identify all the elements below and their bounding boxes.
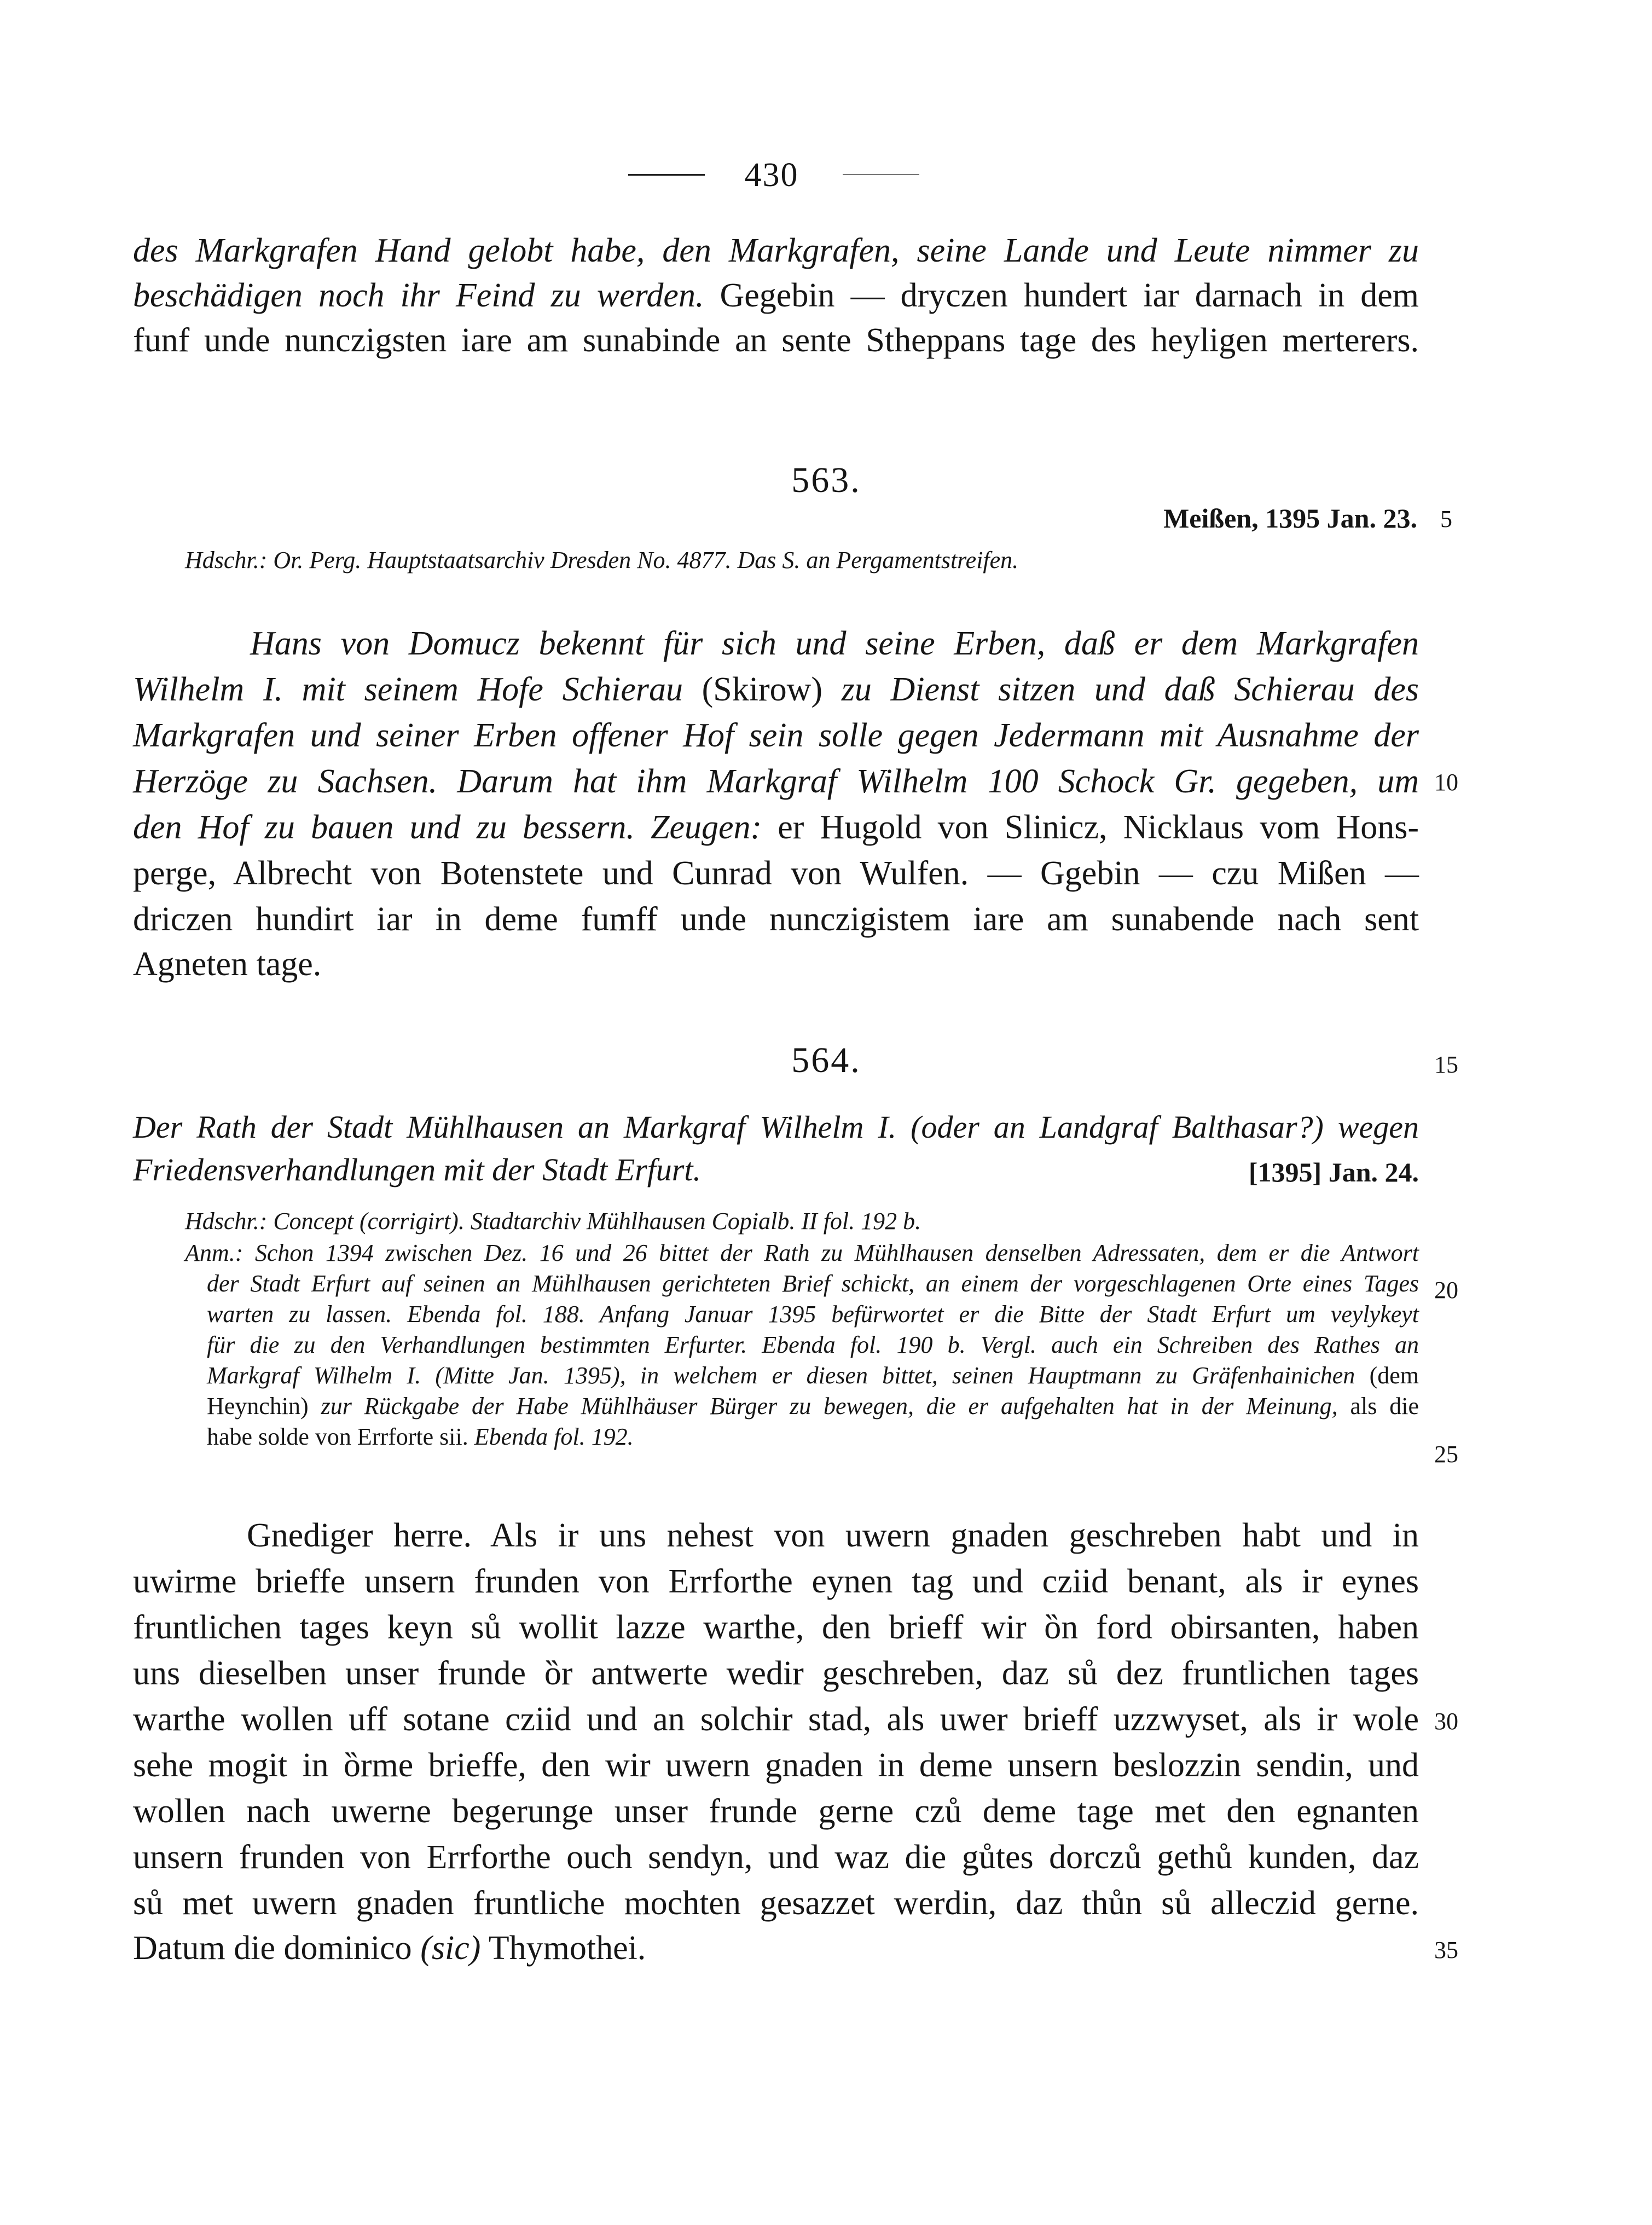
annotation-564-line-5-roman: (dem <box>1355 1362 1419 1389</box>
page-number: 430 <box>744 157 799 194</box>
annotation-564-line-6-end: als die <box>1337 1393 1419 1419</box>
regest-563-line-2 <box>133 668 1419 711</box>
annotation-564-line-4: für die zu den Verhandlungen bestimmten Erfurter. Ebenda fol. 190 b. Vergl. auch ein Schreiben des Rathes an <box>207 1331 1419 1358</box>
regest-563-line-7: driczen hundirt iar in deme fumff unde nunczigistem iare am sunabende nach sent <box>133 901 1419 938</box>
regest-563-line-2-rest: zu Dienst sitzen und daß Schierau des <box>841 671 1419 708</box>
regest-563-line-3: Markgrafen und seiner Erben offener Hof sein solle gegen Jedermann mit Ausnahme der <box>133 717 1419 754</box>
letter-line-3: fruntlichen tages keyn sů wollit lazze warthe, den brieff wir ȍn ford obirsanten, haben <box>133 1609 1419 1646</box>
letter-line-10-end: Thymothei. <box>480 1930 646 1967</box>
regest-563-line-6: perge, Albrecht von Botenstete und Cunrad von Wulfen. — Ggebin — czu Mißen — <box>133 855 1419 892</box>
annotation-564-line-7-roman: habe solde von Errforte sii. <box>207 1423 474 1450</box>
annotation-564-line-3: warten zu lassen. Ebenda fol. 188. Anfang Januar 1395 befürwortet er die Bitte der Stadt Erfurt um veylykeyt <box>207 1301 1419 1328</box>
margin-line-10: 10 <box>1434 769 1458 796</box>
letter-line-10 <box>133 1926 1419 1970</box>
letter-line-9: sů met uwern gnaden fruntliche mochten gesazzet werdin, daz thůn sů alleczid gerne. <box>133 1885 1419 1922</box>
source-563: Hdschr.: Or. Perg. Hauptstaatsarchiv Dresden No. 4877. Das S. an Pergamentstreifen. <box>185 547 1019 573</box>
regest-563-line-5-italic: den Hof zu bauen und zu bessern. Zeugen: <box>133 809 762 846</box>
letter-line-4: uns dieselben unser frunde ȍr antwerte wedir geschreben, daz sů dez fruntlichen tages <box>133 1655 1419 1692</box>
intro-line-1: des Markgrafen Hand gelobt habe, den Markgrafen, seine Lande und Leute nimmer zu <box>133 232 1419 269</box>
document-number-563: 563. <box>791 460 861 500</box>
place-date-563: Meißen, 1395 Jan. 23. <box>1163 503 1417 534</box>
annotation-564-line-6-roman: Heynchin) <box>207 1393 321 1419</box>
margin-line-15: 15 <box>1434 1051 1458 1078</box>
regest-563-line-2-italic: Wilhelm I. mit seinem Hofe Schierau <box>133 671 683 708</box>
document-number-564: 564. <box>791 1040 861 1080</box>
letter-line-7: wollen nach uwerne begerunge unser frunde gerne czů deme tage met den egnanten <box>133 1793 1419 1830</box>
regest-563-line-1: Hans von Domucz bekennt für sich und seine Erben, daß er dem Markgrafen <box>250 625 1419 662</box>
header-rule-right <box>843 174 919 175</box>
annotation-564-line-5-italic: Markgraf Wilhelm I. (Mitte Jan. 1395), in welchem er diesen bittet, seinen Hauptmann zu Gräfenhainichen <box>207 1362 1355 1389</box>
annotation-564-line-6 <box>207 1391 1419 1422</box>
regest-563-line-8: Agneten tage. <box>133 946 322 983</box>
letter-line-8: unsern frunden von Errforthe ouch sendyn, und waz die gůtes dorczů gethů kunden, daz <box>133 1839 1419 1876</box>
regest-563-line-5 <box>133 806 1419 849</box>
regest-564-line-1: Der Rath der Stadt Mühlhausen an Markgraf Wilhelm I. (oder an Landgraf Balthasar?) wegen <box>133 1109 1419 1145</box>
regest-564-line-2: Friedensverhandlungen mit der Stadt Erfurt. <box>133 1152 701 1187</box>
regest-563-line-4: Herzöge zu Sachsen. Darum hat ihm Markgraf Wilhelm 100 Schock Gr. gegeben, um <box>133 763 1419 800</box>
regest-563-witnesses: er Hugold von Slinicz, Nicklaus vom Hons- <box>762 809 1419 846</box>
annotation-564-line-7 <box>207 1422 634 1452</box>
annotation-564-line-7-italic: Ebenda fol. 192. <box>474 1423 634 1450</box>
margin-line-30: 30 <box>1434 1708 1458 1735</box>
regest-563-place-note: (Skirow) <box>682 671 842 708</box>
margin-line-35: 35 <box>1434 1937 1458 1963</box>
margin-line-25: 25 <box>1434 1441 1458 1468</box>
intro-line-2 <box>133 274 1419 317</box>
source-564: Hdschr.: Concept (corrigirt). Stadtarchiv Mühlhausen Copialb. II fol. 192 b. <box>185 1208 921 1235</box>
margin-line-20: 20 <box>1434 1277 1458 1303</box>
intro-line-3: funf unde nunczigsten iare am sunabinde an sente Stheppans tage des heyligen merterers. <box>133 322 1419 359</box>
letter-line-5: warthe wollen uff sotane cziid und an solchir stad, als uwer brieff uzzwyset, als ir wole <box>133 1701 1419 1738</box>
annotation-564-line-6-italic: zur Rückgabe der Habe Mühlhäuser Bürger zu bewegen, die er aufgehalten hat in der Meinung, <box>321 1393 1338 1419</box>
intro-line-2-roman: Gegebin — dryczen hundert iar darnach in dem <box>704 277 1419 314</box>
annotation-564-line-5 <box>207 1360 1419 1391</box>
letter-line-2: uwirme brieffe unsern frunden von Errforthe eynen tag und cziid benant, als ir eynes <box>133 1563 1419 1600</box>
letter-line-10-start: Datum die dominico <box>133 1930 421 1967</box>
annotation-564-line-2: der Stadt Erfurt auf seinen an Mühlhausen gerichteten Brief schickt, an einem der vorgeschlagenen Orte eines Tages <box>207 1270 1419 1297</box>
intro-line-2-italic: beschädigen noch ihr Feind zu werden. <box>133 277 704 314</box>
letter-line-1: Gnediger herre. Als ir uns nehest von uwern gnaden geschreben habt und in <box>247 1517 1419 1554</box>
letter-line-6: sehe mogit in ȍrme brieffe, den wir uwern gnaden in deme unsern beslozzin sendin, und <box>133 1747 1419 1784</box>
date-564: [1395] Jan. 24. <box>1248 1157 1419 1187</box>
header-rule-left <box>628 174 705 176</box>
sic-note: (sic) <box>420 1930 481 1967</box>
margin-line-5: 5 <box>1440 506 1452 532</box>
annotation-564-line-1: Anm.: Schon 1394 zwischen Dez. 16 und 26 bittet der Rath zu Mühlhausen denselben Adressaten, dem er die Antwort <box>185 1239 1419 1266</box>
